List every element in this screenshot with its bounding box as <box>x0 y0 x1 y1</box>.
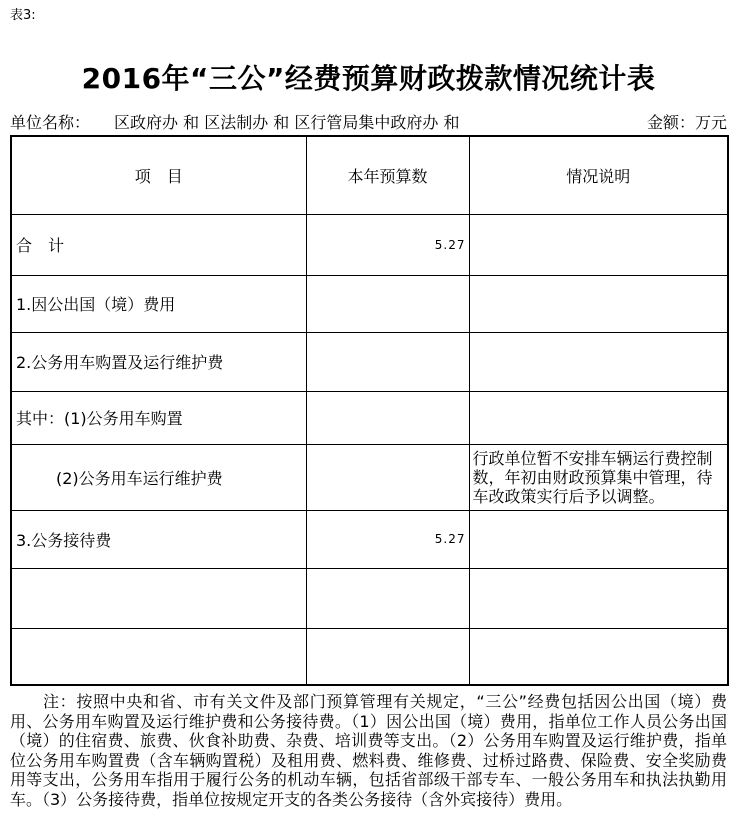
note-cell <box>469 332 728 391</box>
budget-cell <box>306 391 469 444</box>
item-cell: 其中：(1)公务用车购置 <box>11 391 306 444</box>
item-cell <box>11 568 306 628</box>
table-row <box>11 628 728 685</box>
header-budget: 本年预算数 <box>306 136 469 214</box>
note-cell <box>469 391 728 444</box>
note-cell <box>469 510 728 568</box>
table-row <box>11 568 728 628</box>
budget-cell <box>306 332 469 391</box>
item-cell: (2)公务用车运行维护费 <box>11 444 306 510</box>
item-cell: 1.因公出国（境）费用 <box>11 275 306 332</box>
budget-cell <box>306 628 469 685</box>
item-cell: 2.公务用车购置及运行维护费 <box>11 332 306 391</box>
budget-cell <box>306 444 469 510</box>
note-cell <box>469 628 728 685</box>
table-row <box>11 275 728 332</box>
header-note: 情况说明 <box>469 136 728 214</box>
table-row <box>11 214 728 275</box>
item-cell: 3.公务接待费 <box>11 510 306 568</box>
note-cell <box>469 568 728 628</box>
unit-name-value: 区政府办 和 区法制办 和 区行管局集中政府办 和 <box>114 113 460 132</box>
note-cell: 行政单位暂不安排车辆运行费控制数，年初由财政预算集中管理，待车改政策实行后予以调整。 <box>469 444 728 510</box>
note-cell <box>469 214 728 275</box>
header-item: 项 目 <box>11 136 306 214</box>
item-cell <box>11 628 306 685</box>
budget-cell <box>306 275 469 332</box>
page-title: 2016年“三公”经费预算财政拨款情况统计表 <box>81 62 656 95</box>
header-row <box>11 136 728 214</box>
table-row <box>11 444 728 510</box>
info-row <box>10 113 727 132</box>
budget-cell <box>306 568 469 628</box>
footnote: 注：按照中央和省、市有关文件及部门预算管理有关规定，“三公”经费包括因公出国（境）费用、公务用车购置及运行维护费和公务接待费。（1）因公出国（境）费用，指单位工作人员公务出国（境）的住宿费、旅费、伙食补助费、杂费、培训费等支出。（2）公务用车购置及运行维护费，指单位公务用车购置费（含车辆购置税）及租用费、燃料费、维修费、过桥过路费、保险费、安全奖励费用等支出，公务用车指用于履行公务的机动车辆，包括省部级干部专车、一般公务用车和执法执勤用车。（3）公务接待费，指单位按规定开支的各类公务接待（含外宾接待）费用。 <box>10 692 727 809</box>
table-row <box>11 510 728 568</box>
table-label: 表3: <box>10 8 36 23</box>
table-row <box>11 391 728 444</box>
table-row <box>11 332 728 391</box>
amount-unit-label: 金额：万元 <box>646 113 727 132</box>
item-cell: 合 计 <box>11 214 306 275</box>
expense-table <box>10 135 729 686</box>
budget-cell: 5.27 <box>306 510 469 568</box>
unit-name-label: 单位名称： <box>10 113 91 132</box>
budget-cell: 5.27 <box>306 214 469 275</box>
note-cell <box>469 275 728 332</box>
